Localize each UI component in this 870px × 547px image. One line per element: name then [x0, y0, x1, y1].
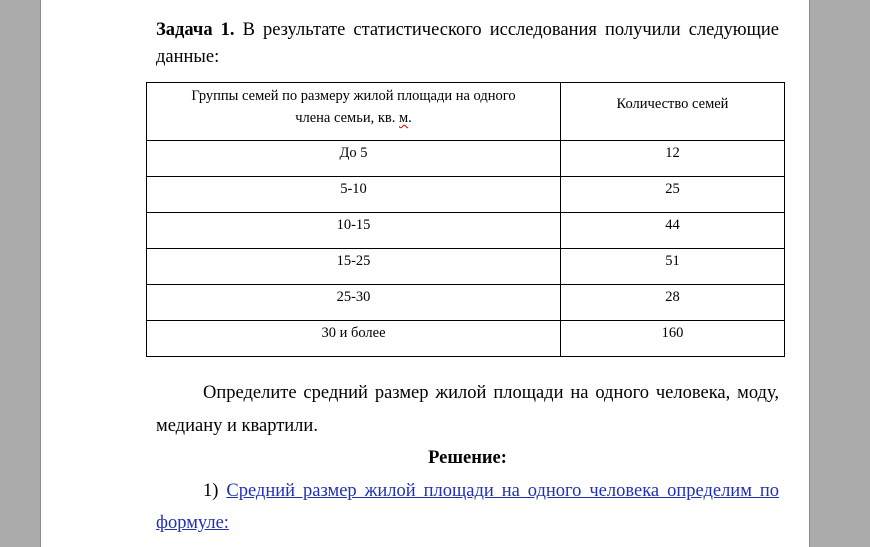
- task-label: Задача 1.: [156, 20, 235, 40]
- spellcheck-mark: м: [398, 110, 409, 126]
- task-text-line1: В результате статистического исследования получили следующие: [242, 20, 779, 40]
- table-header-row: [147, 83, 785, 141]
- solution-heading: Решение:: [428, 448, 507, 468]
- table-cell-count: 25: [561, 177, 785, 213]
- table-cell-count: 12: [561, 141, 785, 177]
- data-table: [146, 82, 785, 357]
- document-page: [40, 0, 810, 547]
- solution-link-line1[interactable]: Средний размер жилой площади на одного человека определим по: [226, 481, 779, 501]
- table-cell-count: 160: [561, 321, 785, 357]
- table-cell-group: 10-15: [147, 213, 561, 249]
- table-row: [147, 285, 785, 321]
- question-line1: Определите средний размер жилой площади на одного человека, моду,: [203, 383, 779, 403]
- solution-item-line2: [156, 510, 779, 537]
- header-col1-line2: члена семьи, кв. м.: [295, 110, 412, 126]
- table-cell-group: До 5: [147, 141, 561, 177]
- table-cell-group: 30 и более: [147, 321, 561, 357]
- task-text-line2: данные:: [156, 47, 220, 67]
- question-line2: медиану и квартили.: [156, 416, 318, 436]
- table-cell-count: 51: [561, 249, 785, 285]
- solution-link-line2[interactable]: формуле:: [156, 513, 229, 533]
- table-cell-group: 5-10: [147, 177, 561, 213]
- table-row: [147, 141, 785, 177]
- header-family-groups: [147, 83, 561, 141]
- table-cell-count: 28: [561, 285, 785, 321]
- task-paragraph-line1: [156, 17, 779, 44]
- solution-item-line1: [156, 478, 779, 505]
- table-cell-group: 25-30: [147, 285, 561, 321]
- table-cell-group: 15-25: [147, 249, 561, 285]
- table-row: [147, 213, 785, 249]
- solution-item-number: 1): [203, 481, 219, 501]
- table-row: [147, 177, 785, 213]
- table-cell-count: 44: [561, 213, 785, 249]
- table-row: [147, 321, 785, 357]
- header-col1-line1: Группы семей по размеру жилой площади на одного: [191, 88, 516, 104]
- header-family-count: Количество семей: [561, 83, 785, 141]
- table-row: [147, 249, 785, 285]
